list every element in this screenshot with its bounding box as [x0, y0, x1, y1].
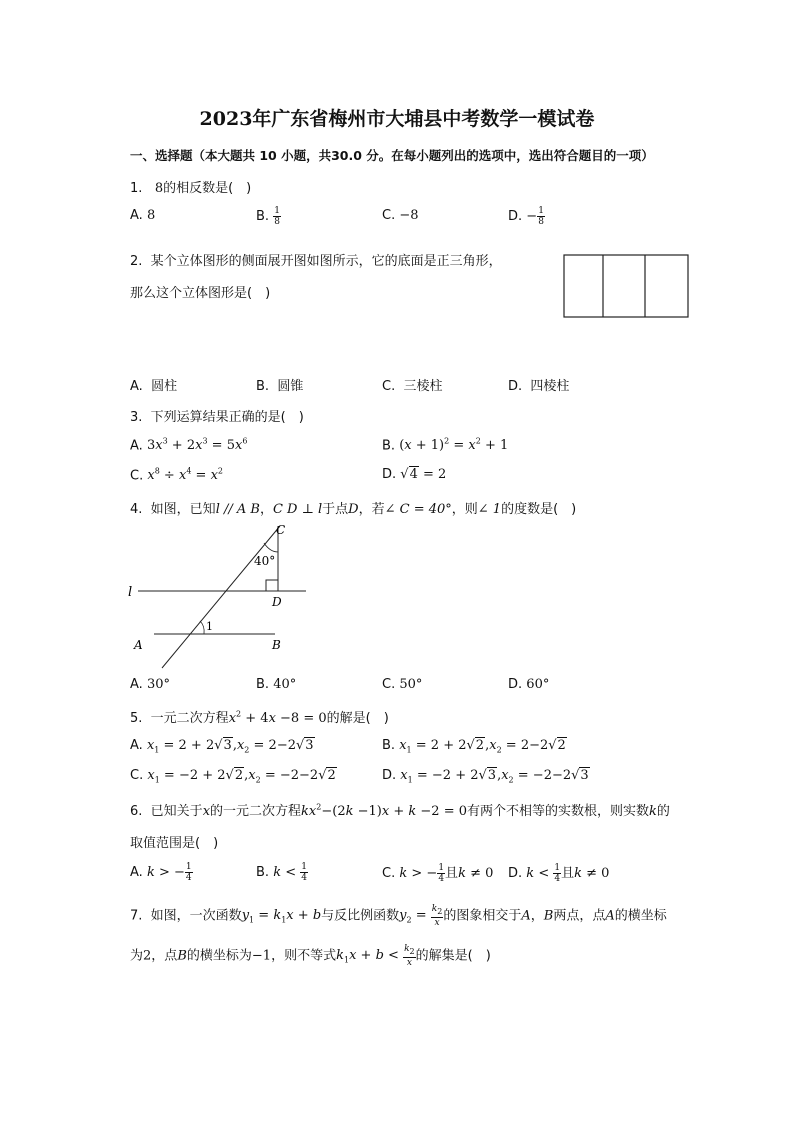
q2-option-a[interactable]: A. 圆柱 [130, 379, 178, 394]
q5-option-c[interactable]: C. $x_1 = -2 + 2√2,x_2 = -2-2√2$ [130, 768, 336, 785]
transversal-line [162, 526, 280, 668]
sqrt-expression: √4 [400, 467, 418, 482]
question-6: 6. 已知关于x的一元二次方程$kx^2-(2k -1)x + k -2 = 0$有两个不相等的实数根，则实数k的 [130, 802, 670, 819]
math-expression: $(x + 1)^2 = x^2 + 1$ [399, 437, 509, 454]
q4-option-c[interactable]: C. 50° [382, 677, 423, 692]
q2-option-b[interactable]: B. 圆锥 [256, 379, 304, 394]
q1-option-d[interactable]: D. − $\frac{1}{8}$ [508, 206, 544, 227]
q6-option-d[interactable]: D. k < $\frac{1}{4}$ 且k ≠ 0 [508, 863, 610, 884]
right-angle-mark [266, 580, 278, 591]
math-expression: k > − $\frac{1}{4}$ [146, 862, 192, 883]
math-expression: $k_1x + b$ < $\frac{k_2}{x}$ [336, 944, 415, 968]
fraction: $\frac{1}{8}$ [274, 206, 280, 227]
math-expression: $y_1 = k_1x + b$ [241, 908, 322, 925]
label-c: C [276, 523, 286, 537]
label-a: A [134, 638, 143, 652]
question-3: 3. 下列运算结果正确的是( ) [130, 410, 304, 425]
label-l: l [128, 585, 133, 600]
fraction: $\frac{1}{8}$ [538, 206, 544, 227]
math-expression: $kx^2-(2k -1)x + k -2 = 0$ [301, 802, 468, 819]
angle-1-arc [200, 621, 204, 634]
math-expression: $x^2 + 4x -8 = 0$ [228, 709, 327, 726]
q3-option-b[interactable]: B. $(x + 1)^2 = x^2 + 1$ [382, 437, 509, 454]
label-1: 1 [206, 620, 213, 633]
math-expression: $x_1 = -2 + 2√3,x_2 = -2-2√3$ [400, 768, 589, 785]
q3-option-a[interactable]: A. $3x^3 + 2x^3 = 5x^6$ [130, 437, 248, 454]
angle-c-arc [264, 543, 278, 552]
math-expression: k < $\frac{1}{4}$ [273, 862, 307, 883]
page-title: 2023年广东省梅州市大埔县中考数学一模试卷 [199, 108, 595, 130]
q3-option-d[interactable]: D. √4 = 2 [382, 467, 447, 482]
label-40-degrees: 40° [254, 554, 276, 568]
question-4: 4. 如图，已知l // A B，C D ⊥ l于点D，若∠ C = 40°，则∠ 1的度数是( ) [130, 502, 577, 517]
question-7: 7. 如图，一次函数$y_1 = k_1x + b$与反比例函数$y_2$ = $\frac{k_2}{x}$ 的图象相交于A，B两点，点A的横坐标 [130, 904, 667, 928]
question-5: 5. 一元二次方程$x^2 + 4x -8 = 0$的解是( ) [130, 709, 389, 726]
math-expression: $y_2$ = $\frac{k_2}{x}$ [399, 904, 443, 928]
math-expression: $x_1 = 2 + 2√3,x_2 = 2-2√3$ [146, 738, 314, 755]
question-6-line2: 取值范围是( ) [130, 836, 219, 851]
q2-option-c[interactable]: C. 三棱柱 [382, 379, 443, 394]
math-expression: k > − $\frac{1}{4}$ [399, 863, 445, 884]
q5-option-d[interactable]: D. $x_1 = -2 + 2√3,x_2 = -2-2√3$ [382, 768, 589, 785]
q6-option-b[interactable]: B. k < $\frac{1}{4}$ [256, 862, 307, 883]
question-1: 1. 8的相反数是( ) [130, 181, 252, 196]
q1-option-a[interactable]: A. 8 [130, 208, 156, 223]
question-2: 2. 某个立体图形的侧面展开图如图所示，它的底面是正三角形， [130, 254, 502, 269]
math-expression: $3x^3 + 2x^3 = 5x^6$ [146, 437, 248, 454]
q1-option-c[interactable]: C. −8 [382, 208, 419, 223]
net-diagram [563, 254, 689, 318]
math-expression: $x_1 = 2 + 2√2,x_2 = 2-2√2$ [399, 738, 566, 755]
math-expression: k < $\frac{1}{4}$ [526, 863, 561, 884]
section-heading: 一、选择题（本大题共 10 小题，共30.0 分。在每小题列出的选项中，选出符合题目的一项） [130, 148, 654, 163]
q6-option-a[interactable]: A. k > − $\frac{1}{4}$ [130, 862, 192, 883]
math-expression: $x_1 = -2 + 2√2,x_2 = -2-2√2$ [147, 768, 336, 785]
q3-option-c[interactable]: C. $x^8 \div x^4 = x^2$ [130, 467, 224, 484]
q4-option-d[interactable]: D. 60° [508, 677, 550, 692]
net-outline [564, 255, 688, 317]
geometry-figure [120, 518, 320, 673]
math-expression: $x^8 \div x^4 = x^2$ [147, 467, 224, 484]
question-2-line2: 那么这个立体图形是( ) [130, 286, 271, 301]
q4-option-b[interactable]: B. 40° [256, 677, 297, 692]
label-d: D [272, 595, 282, 609]
q1-option-b[interactable]: B. $\frac{1}{8}$ [256, 206, 280, 227]
q5-option-b[interactable]: B. $x_1 = 2 + 2√2,x_2 = 2-2√2$ [382, 738, 566, 755]
q2-option-d[interactable]: D. 四棱柱 [508, 379, 570, 394]
q6-option-c[interactable]: C. k > − $\frac{1}{4}$ 且k ≠ 0 [382, 863, 494, 884]
q4-option-a[interactable]: A. 30° [130, 677, 170, 692]
label-b: B [272, 638, 281, 652]
q5-option-a[interactable]: A. $x_1 = 2 + 2√3,x_2 = 2-2√3$ [130, 738, 314, 755]
question-7-line2: 为2，点B的横坐标为−1，则不等式$k_1x + b$ < $\frac{k_2}{x}$ 的解集是( ) [130, 944, 491, 968]
